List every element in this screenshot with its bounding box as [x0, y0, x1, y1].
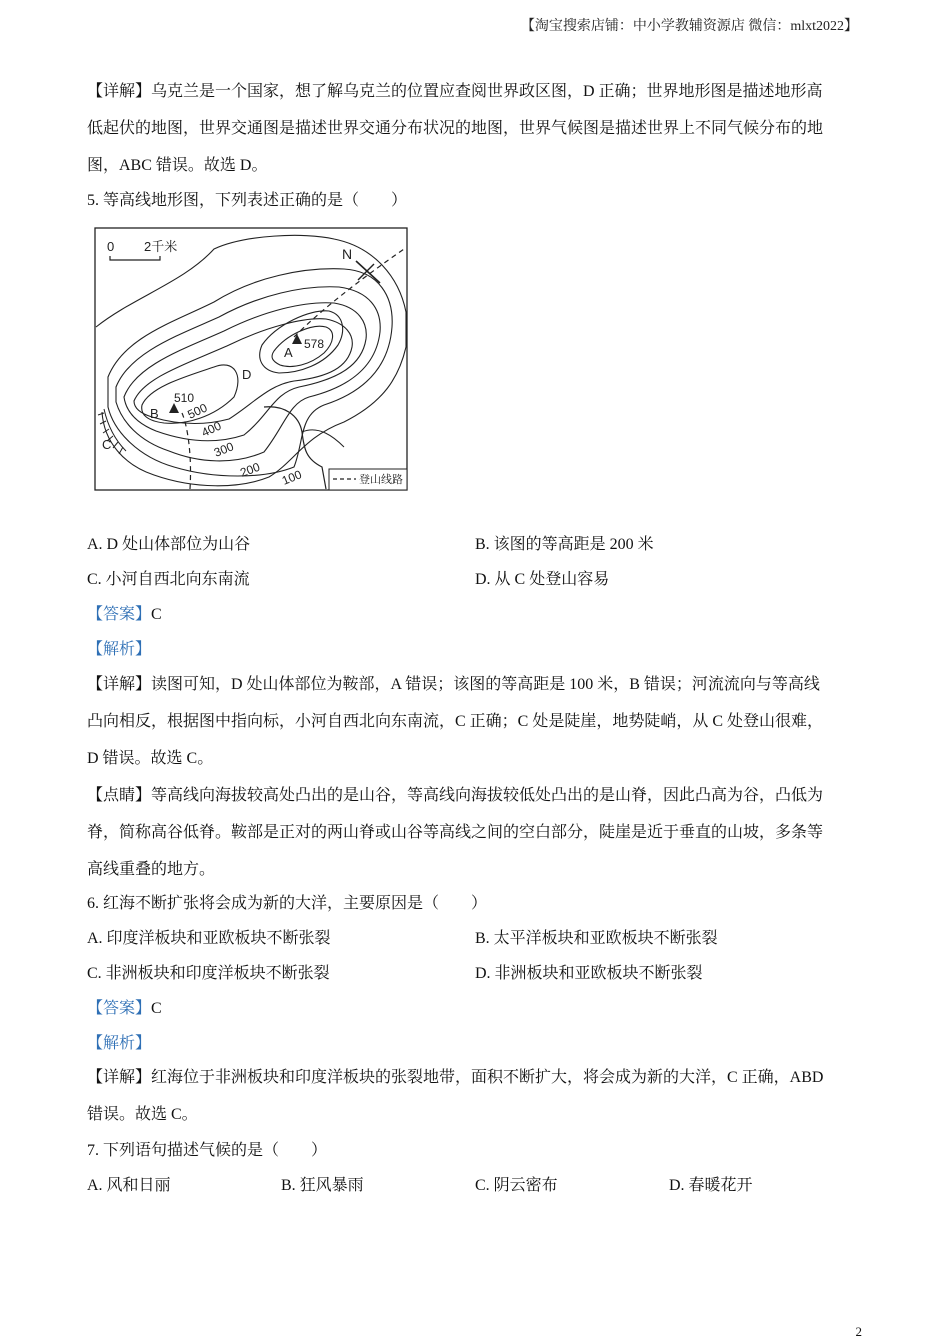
q4-detail-line-2: 低起伏的地图，世界交通图是描述世界交通分布状况的地图，世界气候图是描述世界上不同气候分布的地	[87, 120, 824, 137]
scale-zero: 0	[107, 239, 115, 254]
q7-stem: 7. 下列语句描述气候的是（ ）	[87, 1142, 328, 1159]
q5-option-b: B. 该图的等高距是 200 米	[475, 536, 654, 553]
contour-label-200: 200	[238, 459, 262, 480]
q5-analysis-label: 【解析】	[87, 641, 152, 658]
point-d-label: D	[242, 367, 252, 382]
scale-label: 2千米	[144, 239, 178, 254]
q6-detail-line-1: 【详解】红海位于非洲板块和印度洋板块的张裂地带，面积不断扩大，将会成为新的大洋，C 正确，ABD	[87, 1069, 824, 1086]
q4-detail-line-1: 【详解】乌克兰是一个国家，想了解乌克兰的位置应查阅世界政区图，D 正确；世界地形图是描述地形高	[87, 83, 823, 100]
peak-b-elevation: 510	[174, 391, 195, 405]
q6-option-a: A. 印度洋板块和亚欧板块不断张裂	[87, 930, 331, 947]
q5-answer	[87, 605, 162, 625]
page-header: 【淘宝搜索店铺：中小学教辅资源店 微信：mlxt2022】	[520, 19, 858, 34]
point-a-label: A	[284, 345, 293, 360]
q6-detail-line-2: 错误。故选 C。	[87, 1106, 198, 1123]
q5-detail-line-3: D 错误。故选 C。	[87, 750, 214, 767]
q5-answer-value: C	[151, 606, 162, 623]
contour-label-100: 100	[279, 467, 304, 488]
north-label: N	[342, 246, 353, 262]
legend-label: 登山线路	[359, 474, 403, 486]
contour-label-400: 400	[199, 418, 224, 440]
peak-a-elevation: 578	[304, 337, 325, 351]
q6-analysis-label: 【解析】	[87, 1035, 152, 1052]
q5-tip-line-2: 脊，简称高谷低脊。鞍部是正对的两山脊或山谷等高线之间的空白部分，陡崖是近于垂直的山坡，多条等	[87, 824, 824, 841]
q5-option-c: C. 小河自西北向东南流	[87, 571, 250, 588]
q6-option-d: D. 非洲板块和亚欧板块不断张裂	[475, 965, 703, 982]
q6-answer-value: C	[151, 1000, 162, 1017]
q6-stem: 6. 红海不断扩张将会成为新的大洋，主要原因是（ ）	[87, 895, 488, 912]
q5-option-d: D. 从 C 处登山容易	[475, 571, 610, 588]
q6-option-b: B. 太平洋板块和亚欧板块不断张裂	[475, 930, 718, 947]
q6-answer	[87, 999, 162, 1019]
q7-option-b: B. 狂风暴雨	[281, 1177, 364, 1194]
q4-detail-line-3: 图，ABC 错误。故选 D。	[87, 157, 268, 174]
q5-stem: 5. 等高线地形图，下列表述正确的是（ ）	[87, 192, 408, 209]
page-number: 2	[855, 1324, 862, 1339]
q7-option-a: A. 风和日丽	[87, 1177, 171, 1194]
q5-detail-line-1: 【详解】读图可知，D 处山体部位为鞍部，A 错误；该图的等高距是 100 米，B 错误；河流流向与等高线	[87, 676, 820, 693]
contour-label-300: 300	[211, 439, 236, 460]
q7-option-d: D. 春暖花开	[669, 1177, 753, 1194]
q6-answer-label: 【答案】	[87, 1000, 152, 1017]
q5-tip-line-1: 【点睛】等高线向海拔较高处凸出的是山谷，等高线向海拔较低处凸出的是山脊，因此凸高为谷，凸低为	[87, 787, 824, 804]
point-c-label: C	[102, 437, 112, 452]
q5-detail-line-2: 凸向相反，根据图中指向标，小河自西北向东南流，C 正确；C 处是陡崖，地势陡峭，从 C 处登山很难，	[87, 713, 824, 730]
q6-option-c: C. 非洲板块和印度洋板块不断张裂	[87, 965, 330, 982]
point-b-label: B	[150, 406, 159, 421]
q5-tip-line-3: 高线重叠的地方。	[87, 861, 216, 878]
contour-map	[94, 227, 408, 491]
contour-label-500: 500	[185, 400, 210, 422]
q5-answer-label: 【答案】	[87, 606, 152, 623]
q5-option-a: A. D 处山体部位为山谷	[87, 536, 251, 553]
q7-option-c: C. 阴云密布	[475, 1177, 558, 1194]
